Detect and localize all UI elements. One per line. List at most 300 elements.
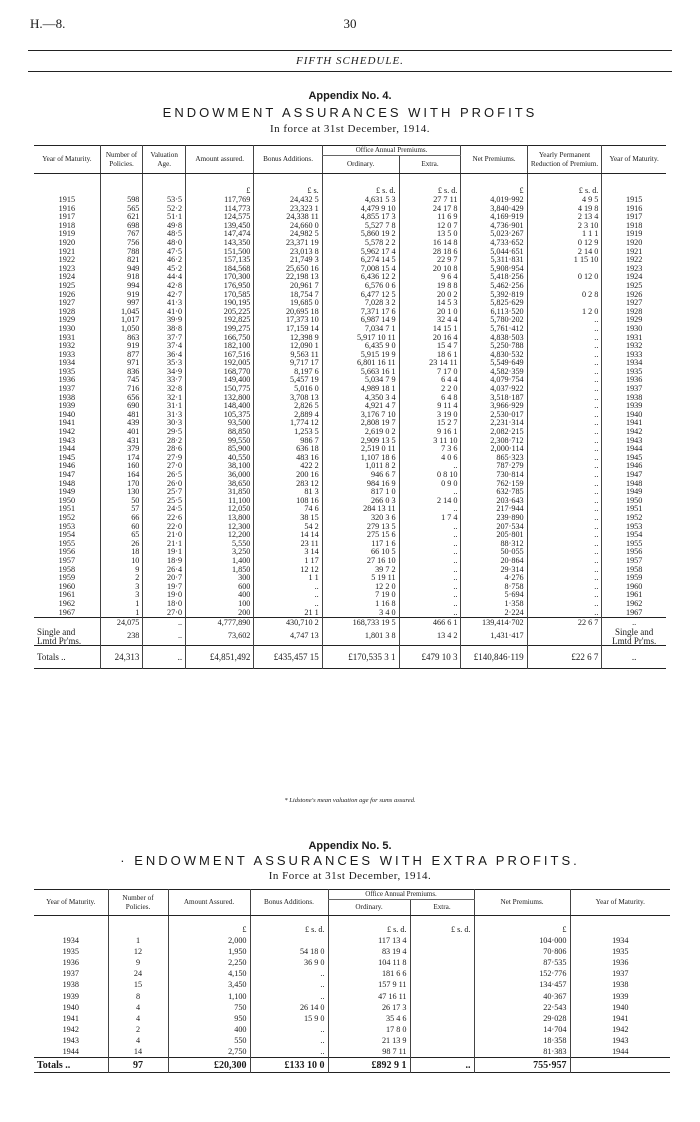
cell-amount: 192,825	[186, 316, 254, 325]
cell-number: 174	[100, 454, 143, 463]
cell-year-right: 1920	[602, 239, 666, 248]
cell-ordinary: 5,034 7 9	[322, 376, 399, 385]
a5-cell-bonus: ..	[250, 991, 328, 1002]
cell-extra: ..	[399, 591, 461, 600]
a5-cell-number: 8	[108, 991, 168, 1002]
cell-number: 971	[100, 359, 143, 368]
cell-extra: 23 14 11	[399, 359, 461, 368]
cell-number: 598	[100, 196, 143, 205]
cell-bonus: 19,685 0	[254, 299, 322, 308]
a5-cell-number: 9	[108, 957, 168, 968]
cell-number: 1	[100, 609, 143, 618]
cell-net: 5,311·831	[461, 256, 527, 265]
cell-ordinary: 5,917 10 11	[322, 334, 399, 343]
cell-valuation: 37·4	[143, 342, 186, 351]
cell-bonus: 23,371 19	[254, 239, 322, 248]
cell-number: 621	[100, 213, 143, 222]
table-row	[34, 505, 666, 514]
cell-net: 5,418·256	[461, 273, 527, 282]
a5-cell-amount: 2,000	[168, 935, 250, 946]
cell-year-right: 1923	[602, 265, 666, 274]
cell-amount: 1,850	[186, 566, 254, 575]
cell-extra: 22 9 7	[399, 256, 461, 265]
cell-year: 1938	[58, 392, 76, 402]
cell-net: 4,830·532	[461, 351, 527, 360]
cell-ordinary: 5,663 16 1	[322, 368, 399, 377]
cell-net: 4,019·992	[461, 196, 527, 205]
header-ordinary: Ordinary.	[322, 156, 399, 174]
cell-amount: 200	[186, 609, 254, 618]
cell-extra: 7 17 0	[399, 368, 461, 377]
schedule-title: FIFTH SCHEDULE.	[28, 50, 672, 72]
a5-cell-ordinary: 21 13 9	[328, 1035, 410, 1046]
a5-cell-ordinary: 98 7 11	[328, 1046, 410, 1058]
cell-reduction: 1 15 10	[527, 256, 602, 265]
cell-reduction: ..	[527, 385, 602, 394]
cell-amount: 199,275	[186, 325, 254, 334]
cell-number: 130	[100, 488, 143, 497]
cell-bonus: 24,660 0	[254, 222, 322, 231]
cell-number: 3	[100, 583, 143, 592]
cell-year: 1953	[58, 521, 76, 531]
a5-cell-net: 14·704	[474, 1024, 570, 1035]
total-ordinary: £170,535 3 1	[322, 646, 399, 669]
cell-year: 1932	[58, 341, 76, 351]
header-reduction: Yearly Permanent Reduction of Premium.	[527, 146, 602, 174]
a5-cell-year-right: 1936	[570, 957, 670, 968]
cell-reduction: ..	[527, 411, 602, 420]
cell-bonus: 12,090 1	[254, 342, 322, 351]
cell-net: 207·534	[461, 523, 527, 532]
a5-cell-year-right: 1942	[570, 1024, 670, 1035]
a5-total-extra: ..	[410, 1058, 474, 1073]
a5-cell-year: 1934	[62, 936, 79, 946]
table-row	[34, 991, 670, 1002]
a5-cell-year-right: 1934	[570, 935, 670, 946]
cell-bonus: 74 6	[254, 505, 322, 514]
cell-year: 1940	[58, 409, 76, 419]
total-extra: £479 10 3	[399, 646, 461, 669]
a5-cell-extra	[410, 979, 474, 990]
cell-bonus: 1,253 5	[254, 428, 322, 437]
cell-ordinary: 6,576 0 6	[322, 282, 399, 291]
cell-net: 3,840·429	[461, 205, 527, 214]
a5-cell-year-right: 1939	[570, 991, 670, 1002]
cell-net: 632·785	[461, 488, 527, 497]
cell-extra: 6 4 8	[399, 394, 461, 403]
cell-extra: ..	[399, 540, 461, 549]
a5-cell-year: 1944	[62, 1047, 79, 1057]
a5-cell-amount: 4,150	[168, 968, 250, 979]
cell-valuation: 31·1	[143, 402, 186, 411]
cell-year: 1926	[58, 289, 76, 299]
a5-total-number: 97	[108, 1058, 168, 1073]
cell-number: 821	[100, 256, 143, 265]
a5-cell-amount: 3,450	[168, 979, 250, 990]
cell-reduction: 0 12 0	[527, 273, 602, 282]
cell-bonus: 5,457 19	[254, 376, 322, 385]
a5-header-year-right: Year of Maturity.	[570, 890, 670, 916]
cell-bonus: ..	[254, 583, 322, 592]
cell-year-right: 1950	[602, 497, 666, 506]
cell-reduction: ..	[527, 583, 602, 592]
table-row	[34, 957, 670, 968]
cell-valuation: 39·9	[143, 316, 186, 325]
cell-valuation: 41·3	[143, 299, 186, 308]
cell-extra: 28 18 6	[399, 248, 461, 257]
cell-bonus: 17,159 14	[254, 325, 322, 334]
cell-extra: 20 1 0	[399, 308, 461, 317]
cell-valuation: 29·5	[143, 428, 186, 437]
cell-number: 1,050	[100, 325, 143, 334]
cell-bonus: 24,432 5	[254, 196, 322, 205]
cell-ordinary: 7,034 7 1	[322, 325, 399, 334]
cell-year: 1936	[58, 375, 76, 385]
a5-cell-net: 70·806	[474, 946, 570, 957]
a5-cell-year-right: 1940	[570, 1002, 670, 1013]
cell-ordinary: 1,011 8 2	[322, 462, 399, 471]
cell-amount: 300	[186, 574, 254, 583]
cell-year-right: 1932	[602, 342, 666, 351]
cell-extra: 4 0 6	[399, 454, 461, 463]
header-amount: Amount assured.	[186, 146, 254, 174]
cell-valuation: 26·4	[143, 566, 186, 575]
cell-reduction: 1 2 0	[527, 308, 602, 317]
cell-valuation: 22·0	[143, 523, 186, 532]
cell-ordinary: 6,801 16 11	[322, 359, 399, 368]
cell-bonus: 9,563 11	[254, 351, 322, 360]
cell-bonus: 2,826 5	[254, 402, 322, 411]
cell-number: 164	[100, 471, 143, 480]
cell-year: 1946	[58, 461, 76, 471]
cell-valuation: 48·0	[143, 239, 186, 248]
cell-net: 2·224	[461, 609, 527, 618]
cell-number: 745	[100, 376, 143, 385]
cell-net: 787·279	[461, 462, 527, 471]
a5-cell-number: 1	[108, 935, 168, 946]
cell-net: 4·276	[461, 574, 527, 583]
cell-net: 5·694	[461, 591, 527, 600]
cell-reduction: ..	[527, 454, 602, 463]
cell-reduction: ..	[527, 488, 602, 497]
cell-year: 1931	[58, 332, 76, 342]
cell-amount: 205,225	[186, 308, 254, 317]
cell-bonus: 20,961 7	[254, 282, 322, 291]
cell-ordinary: 4,350 3 4	[322, 394, 399, 403]
cell-number: 1,045	[100, 308, 143, 317]
cell-net: 4,582·359	[461, 368, 527, 377]
cell-number: 65	[100, 531, 143, 540]
cell-year-right: 1940	[602, 411, 666, 420]
cell-reduction: ..	[527, 609, 602, 618]
a5-cell-bonus: ..	[250, 979, 328, 990]
page-reference: H.—8.	[30, 16, 66, 31]
a5-cell-ordinary: 104 11 8	[328, 957, 410, 968]
cell-year: 1959	[58, 573, 76, 583]
cell-year: 1927	[58, 298, 76, 308]
cell-reduction: ..	[527, 591, 602, 600]
cell-year-right: 1942	[602, 428, 666, 437]
cell-year-right: 1936	[602, 376, 666, 385]
cell-extra: 20 10 8	[399, 265, 461, 274]
cell-amount: 148,400	[186, 402, 254, 411]
cell-year: 1951	[58, 504, 76, 514]
cell-bonus: 422 2	[254, 462, 322, 471]
page-number: 30	[343, 16, 357, 31]
table-row	[34, 935, 670, 946]
cell-valuation: 21·1	[143, 540, 186, 549]
cell-valuation: 33·7	[143, 376, 186, 385]
total-year-right: ..	[602, 646, 666, 669]
cell-amount: 190,195	[186, 299, 254, 308]
cell-reduction: ..	[527, 334, 602, 343]
cell-year: 1967	[58, 607, 76, 617]
table-row	[34, 574, 666, 583]
a5-totals-row	[34, 1058, 670, 1073]
cell-extra: 32 4 4	[399, 316, 461, 325]
cell-extra: 1 7 4	[399, 514, 461, 523]
table-row	[34, 979, 670, 990]
cell-year-right: 1944	[602, 445, 666, 454]
cell-ordinary: 66 10 5	[322, 548, 399, 557]
cell-year-right: 1960	[602, 583, 666, 592]
table-row	[34, 566, 666, 575]
cell-amount: 5,550	[186, 540, 254, 549]
cell-year-right: 1954	[602, 531, 666, 540]
cell-amount: 124,575	[186, 213, 254, 222]
cell-bonus: 81 3	[254, 488, 322, 497]
unit-bonus: £ s.	[254, 174, 322, 197]
table-row	[34, 531, 666, 540]
table-row	[34, 946, 670, 957]
single-amount: 73,602	[186, 628, 254, 646]
unit-row	[34, 174, 666, 197]
cell-number: 716	[100, 385, 143, 394]
cell-valuation: 19·7	[143, 583, 186, 592]
cell-amount: 176,950	[186, 282, 254, 291]
cell-number: 170	[100, 480, 143, 489]
cell-net: 5,392·819	[461, 291, 527, 300]
cell-number: 994	[100, 282, 143, 291]
cell-valuation: 32·1	[143, 394, 186, 403]
cell-ordinary: 2,619 0 2	[322, 428, 399, 437]
cell-extra: 20 0 2	[399, 291, 461, 300]
cell-valuation: 25·5	[143, 497, 186, 506]
cell-valuation: 51·1	[143, 213, 186, 222]
cell-bonus: 18,754 7	[254, 291, 322, 300]
cell-number: 565	[100, 205, 143, 214]
cell-number: 1	[100, 600, 143, 609]
footnote: * Lidstone's mean valuation age for sums assured.	[284, 797, 416, 804]
cell-valuation: 46·2	[143, 256, 186, 265]
total-bonus: £435,457 15	[254, 646, 322, 669]
cell-amount: 88,850	[186, 428, 254, 437]
a5-cell-amount: 2,750	[168, 1046, 250, 1058]
cell-net: 4,733·652	[461, 239, 527, 248]
cell-amount: 12,050	[186, 505, 254, 514]
cell-extra: 15 2 7	[399, 419, 461, 428]
a5-header-ordinary: Ordinary.	[328, 900, 410, 916]
a5-cell-ordinary: 47 16 11	[328, 991, 410, 1002]
a5-cell-amount: 550	[168, 1035, 250, 1046]
cell-year-right: 1928	[602, 308, 666, 317]
cell-reduction: ..	[527, 402, 602, 411]
cell-valuation: 26·5	[143, 471, 186, 480]
a5-cell-extra	[410, 957, 474, 968]
cell-ordinary: 2,519 0 11	[322, 445, 399, 454]
cell-reduction: ..	[527, 376, 602, 385]
cell-extra: 16 14 8	[399, 239, 461, 248]
cell-extra: ..	[399, 531, 461, 540]
cell-year: 1960	[58, 581, 76, 591]
cell-bonus: 23,323 1	[254, 205, 322, 214]
cell-amount: 12,200	[186, 531, 254, 540]
total-amount: £4,851,492	[186, 646, 254, 669]
header-net: Net Premiums.	[461, 146, 527, 174]
cell-valuation: 26·0	[143, 480, 186, 489]
cell-year: 1915	[58, 195, 76, 204]
cell-year-right: 1917	[602, 213, 666, 222]
a5-cell-extra	[410, 968, 474, 979]
cell-reduction: ..	[527, 428, 602, 437]
cell-reduction: ..	[527, 462, 602, 471]
a5-header-office: Office Annual Premiums.	[328, 890, 474, 900]
cell-net: 50·055	[461, 548, 527, 557]
cell-number: 836	[100, 368, 143, 377]
cell-ordinary: 6,477 12 5	[322, 291, 399, 300]
header-office: Office Annual Premiums.	[322, 146, 461, 156]
cell-number: 788	[100, 248, 143, 257]
cell-net: 5,023·267	[461, 230, 527, 239]
cell-year: 1942	[58, 427, 76, 437]
cell-bonus: 23,013 8	[254, 248, 322, 257]
a5-cell-extra	[410, 1024, 474, 1035]
cell-year: 1934	[58, 358, 76, 368]
cell-extra: 3 19 0	[399, 411, 461, 420]
cell-bonus: 20,695 18	[254, 308, 322, 317]
cell-valuation: 44·4	[143, 273, 186, 282]
cell-amount: 182,100	[186, 342, 254, 351]
header-valuation: Valuation Age.	[143, 146, 186, 174]
cell-net: 205·801	[461, 531, 527, 540]
cell-number: 50	[100, 497, 143, 506]
cell-net: 3,518·187	[461, 394, 527, 403]
cell-year-right: 1953	[602, 523, 666, 532]
cell-ordinary: 6,274 14 5	[322, 256, 399, 265]
cell-amount: 143,350	[186, 239, 254, 248]
cell-year: 1925	[58, 280, 76, 290]
cell-ordinary: 2,808 19 7	[322, 419, 399, 428]
header-bonus: Bonus Additions.	[254, 146, 322, 174]
cell-valuation: 22·6	[143, 514, 186, 523]
cell-net: 5,780·202	[461, 316, 527, 325]
a5-cell-extra	[410, 1046, 474, 1058]
cell-bonus: 1,774 12	[254, 419, 322, 428]
cell-bonus: 636 18	[254, 445, 322, 454]
cell-bonus: 21,749 3	[254, 256, 322, 265]
a5-cell-year-right: 1941	[570, 1013, 670, 1024]
cell-net: 20·864	[461, 557, 527, 566]
cell-extra: 24 17 8	[399, 205, 461, 214]
cell-reduction: 0 2 8	[527, 291, 602, 300]
cell-amount: 117,769	[186, 196, 254, 205]
header-year: Year of Maturity.	[34, 146, 100, 174]
cell-amount: 105,375	[186, 411, 254, 420]
cell-ordinary: 7,371 17 6	[322, 308, 399, 317]
cell-valuation: 24·5	[143, 505, 186, 514]
cell-net: 217·944	[461, 505, 527, 514]
appendix5-table	[34, 889, 670, 1073]
table-row	[34, 1035, 670, 1046]
appendix5-inforce: In Force at 31st December, 1914.	[268, 870, 432, 882]
cell-reduction: 1 1 1	[527, 230, 602, 239]
cell-amount: 149,400	[186, 376, 254, 385]
cell-reduction: ..	[527, 548, 602, 557]
cell-amount: 400	[186, 591, 254, 600]
cell-valuation: 19·1	[143, 548, 186, 557]
cell-bonus: 483 16	[254, 454, 322, 463]
a5-cell-year-right: 1938	[570, 979, 670, 990]
table-row	[34, 968, 670, 979]
a5-unit-amount: £	[168, 916, 250, 936]
a5-cell-net: 29·028	[474, 1013, 570, 1024]
cell-valuation: 53·5	[143, 196, 186, 205]
a5-cell-bonus: 15 9 0	[250, 1013, 328, 1024]
cell-bonus: 14 14	[254, 531, 322, 540]
cell-ordinary: 4,631 5 3	[322, 196, 399, 205]
cell-extra: ..	[399, 523, 461, 532]
cell-year-right: 1935	[602, 368, 666, 377]
cell-amount: 38,650	[186, 480, 254, 489]
cell-amount: 150,775	[186, 385, 254, 394]
cell-year: 1933	[58, 349, 76, 359]
single-extra: 13 4 2	[399, 628, 461, 646]
cell-net: 5,549·649	[461, 359, 527, 368]
single-premium-row	[34, 628, 666, 646]
cell-ordinary: 266 0 3	[322, 497, 399, 506]
cell-amount: 1,400	[186, 557, 254, 566]
cell-bonus: 1 1	[254, 574, 322, 583]
subtotal-amount: 4,777,890	[186, 618, 254, 629]
cell-number: 877	[100, 351, 143, 360]
cell-year: 1952	[58, 512, 76, 522]
appendix4-table	[34, 145, 666, 669]
cell-reduction: 2 14 0	[527, 248, 602, 257]
cell-number: 2	[100, 574, 143, 583]
cell-bonus: 9,717 17	[254, 359, 322, 368]
cell-year: 1921	[58, 246, 76, 256]
cell-net: 865·323	[461, 454, 527, 463]
cell-reduction: ..	[527, 531, 602, 540]
a5-cell-bonus: 36 9 0	[250, 957, 328, 968]
a5-unit-ordinary: £ s. d.	[328, 916, 410, 936]
cell-bonus: 3,708 13	[254, 394, 322, 403]
cell-reduction: ..	[527, 342, 602, 351]
cell-number: 10	[100, 557, 143, 566]
a5-cell-ordinary: 181 6 6	[328, 968, 410, 979]
cell-number: 767	[100, 230, 143, 239]
cell-ordinary: 4,479 9 10	[322, 205, 399, 214]
a5-header-extra: Extra.	[410, 900, 474, 916]
subtotal-ordinary: 168,733 19 5	[322, 618, 399, 629]
cell-year-right: 1955	[602, 540, 666, 549]
a5-header-number: Number of Policies.	[108, 890, 168, 916]
cell-year: 1949	[58, 487, 76, 497]
cell-reduction: ..	[527, 351, 602, 360]
cell-valuation: 32·8	[143, 385, 186, 394]
a5-header-net: Net Premiums.	[474, 890, 570, 916]
a5-cell-year: 1937	[62, 969, 79, 979]
